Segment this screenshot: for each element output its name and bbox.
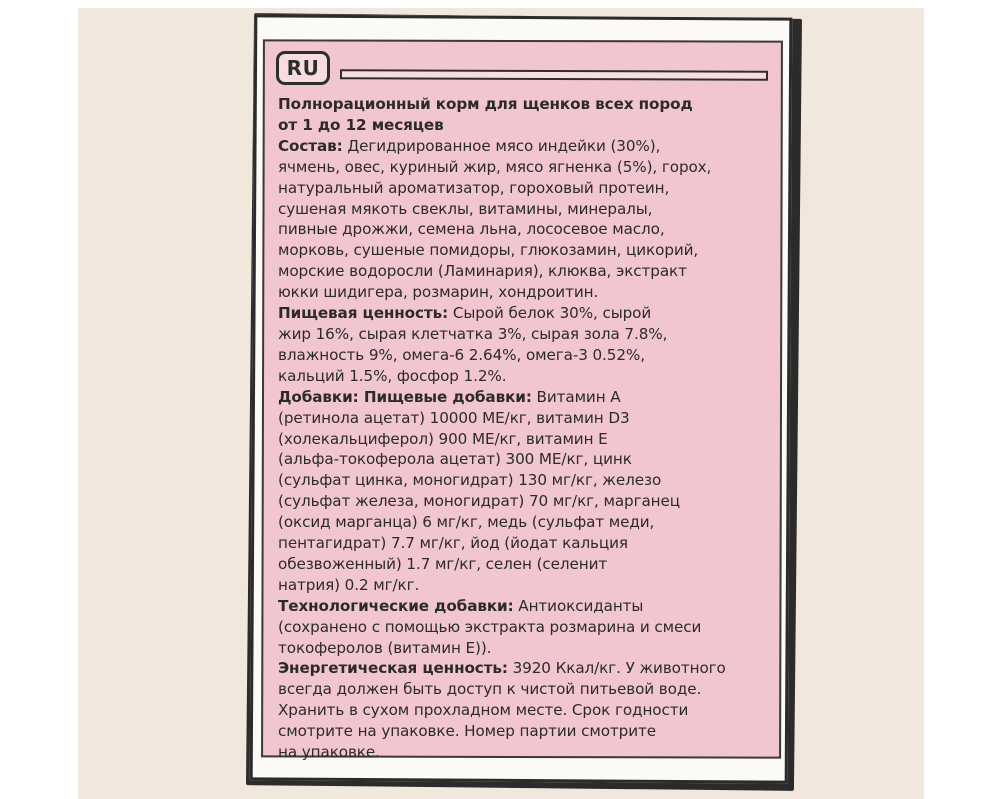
text-line	[278, 178, 778, 199]
line-text: (альфа-токоферола ацетат) 300 МЕ/кг, цинк	[278, 450, 632, 469]
text-line	[278, 575, 778, 596]
text-line	[278, 449, 778, 470]
line-text: (сохранено с помощью экстракта розмарина и смеси	[278, 617, 702, 636]
text-line	[278, 324, 778, 345]
text-line	[278, 303, 778, 324]
line-text: (ретинола ацетат) 10000 МЕ/кг, витамин D3	[278, 408, 630, 427]
line-text: юкки шидигера, розмарин, хондроитин.	[278, 283, 599, 302]
text-line	[278, 721, 778, 742]
text-line	[278, 429, 778, 450]
text-line	[278, 512, 778, 533]
text-line	[278, 554, 778, 575]
line-text: (оксид марганца) 6 мг/кг, медь (сульфат меди,	[278, 513, 655, 532]
line-text: ячмень, овес, куриный жир, мясо ягненка (5%), горох,	[278, 157, 712, 176]
line-text: токоферолов (витамин Е)).	[278, 638, 492, 657]
bold-heading: Пищевая ценность:	[278, 304, 449, 323]
text-line	[278, 596, 778, 617]
text-line	[278, 408, 778, 429]
line-text: пентагидрат) 7.7 мг/кг, йод (йодат кальция	[278, 534, 628, 553]
bold-heading: Добавки: Пищевые добавки:	[278, 387, 532, 406]
line-text: морские водоросли (Ламинария), клюква, экстракт	[278, 262, 687, 281]
text-line	[278, 136, 778, 157]
line-text: натуральный ароматизатор, гороховый протеин,	[278, 178, 670, 197]
bold-heading: Технологические добавки:	[278, 596, 514, 615]
line-text: Сырой белок 30%, сырой	[448, 304, 652, 323]
bold-heading: от 1 до 12 месяцев	[278, 115, 444, 134]
line-text: Витамин А	[531, 387, 621, 406]
text-line	[278, 261, 778, 282]
line-text: пивные дрожжи, семена льна, лососевое масло,	[278, 220, 665, 239]
line-text: (холекальциферол) 900 МЕ/кг, витамин Е	[278, 429, 608, 448]
text-line	[278, 345, 778, 366]
text-line	[278, 617, 778, 638]
text-line	[278, 157, 778, 178]
line-text: морковь, сушеные помидоры, глюкозамин, цикорий,	[278, 241, 699, 260]
text-line	[278, 199, 778, 220]
line-text: (сульфат цинка, моногидрат) 130 мг/кг, железо	[278, 471, 662, 490]
text-line	[278, 742, 778, 763]
line-text: Дегидрированное мясо индейки (30%),	[342, 136, 661, 155]
text-line	[278, 387, 778, 408]
text-line	[278, 94, 778, 115]
line-text: влажность 9%, омега-6 2.64%, омега-3 0.52%,	[278, 345, 645, 364]
line-text: 3920 Ккал/кг. У животного	[507, 659, 726, 678]
header-rule	[340, 69, 768, 80]
line-text: (сульфат железа, моногидрат) 70 мг/кг, марганец	[278, 492, 680, 511]
line-text: смотрите на упаковке. Номер партии смотрите	[278, 722, 656, 741]
language-badge: RU	[276, 51, 330, 85]
text-line	[278, 700, 778, 721]
line-text: на упаковке.	[278, 743, 380, 762]
text-line	[278, 491, 778, 512]
bold-heading: Энергетическая ценность:	[278, 659, 508, 678]
line-text: натрия) 0.2 мг/кг.	[278, 575, 420, 594]
text-line	[278, 679, 778, 700]
bold-heading: Состав:	[278, 136, 343, 155]
line-text: Антиоксиданты	[513, 596, 644, 615]
text-line	[278, 533, 778, 554]
line-text: всегда должен быть доступ к чистой питьевой воде.	[278, 680, 702, 699]
text-line	[278, 658, 778, 679]
text-line	[278, 638, 778, 659]
text-line	[278, 366, 778, 387]
text-line	[278, 115, 778, 136]
line-text: жир 16%, сырая клетчатка 3%, сырая зола 7.8%,	[278, 324, 668, 343]
text-line	[278, 282, 778, 303]
text-line	[278, 240, 778, 261]
line-text: обезвоженный) 1.7 мг/кг, селен (селенит	[278, 554, 608, 573]
text-line	[278, 470, 778, 491]
label-text	[278, 94, 778, 763]
line-text: кальций 1.5%, фосфор 1.2%.	[278, 366, 507, 385]
bold-heading: Полнорационный корм для щенков всех пород	[278, 95, 693, 113]
line-text: Хранить в сухом прохладном месте. Срок годности	[278, 701, 689, 720]
line-text: сушеная мякоть свеклы, витамины, минералы,	[278, 199, 653, 218]
text-line	[278, 219, 778, 240]
